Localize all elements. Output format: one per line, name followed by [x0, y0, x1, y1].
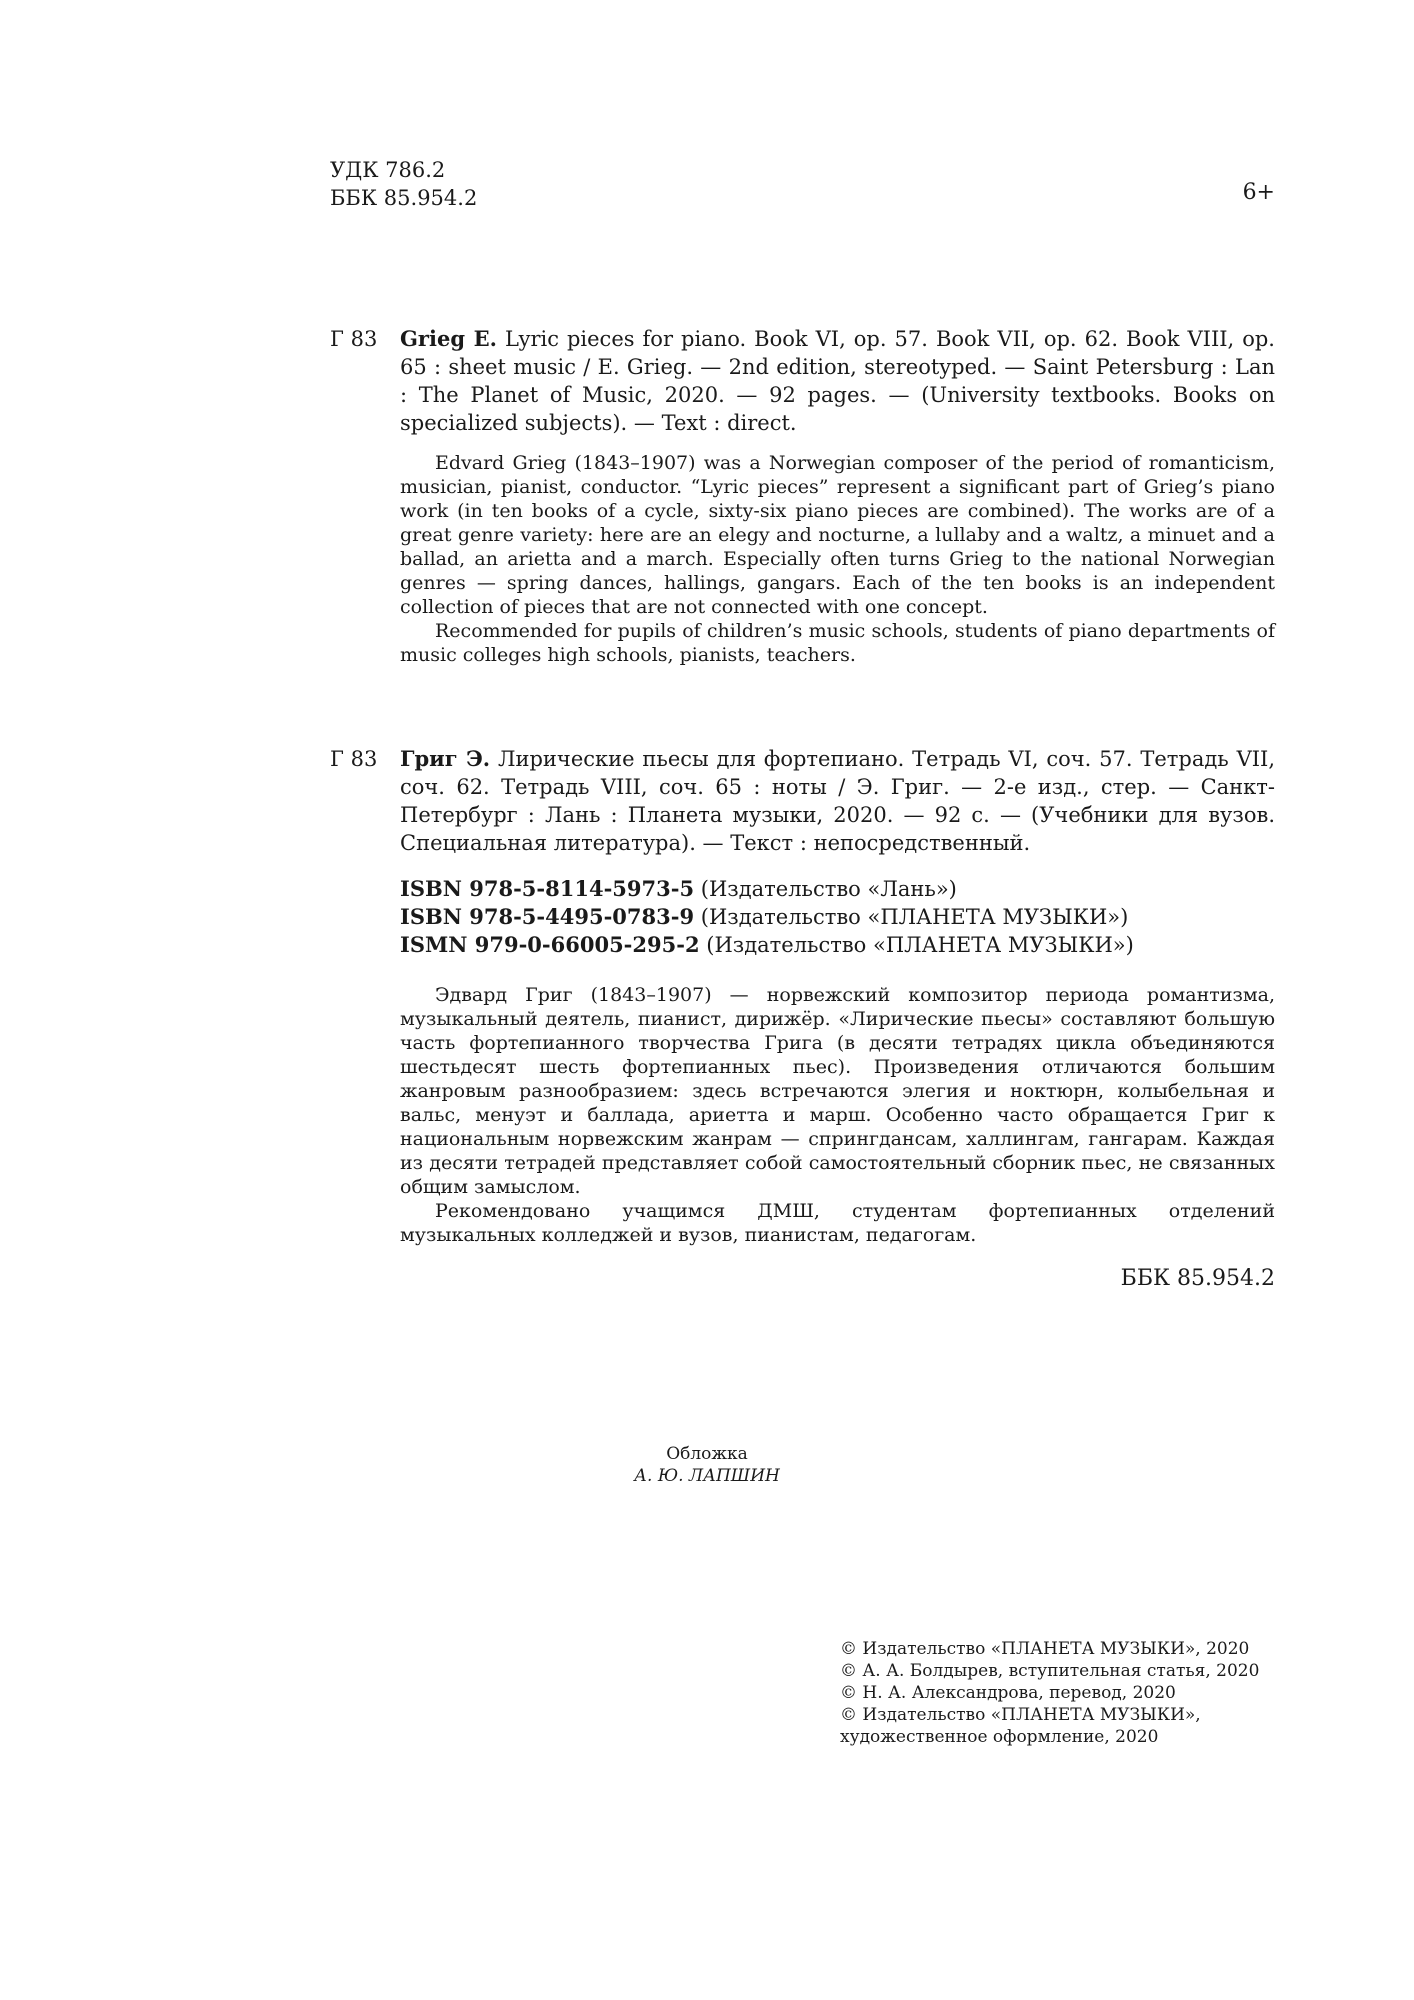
isbn-publisher: (Издательство «ПЛАНЕТА МУЗЫКИ») [700, 905, 1129, 929]
entry-text: Лирические пьесы для фортепиано. Тетрадь VI, соч. 57. Тетрадь VII, соч. 62. Тетрадь VIII, соч. 65 : ноты / Э. Григ. — 2-е изд., стер. — Санкт-Петербург : Лань : Планета музыки, 2020. — 92 с. — (Учебники для вузов. Специальная литература). — Текст : непосредственный. [400, 747, 1276, 855]
cover-label: Обложка [666, 1444, 748, 1464]
entry-text: Lyric pieces for piano. Book VI, op. 57. Book VII, op. 62. Book VIII, op. 65 : sheet music / E. Grieg. — 2nd edition, stereotyped. — Saint Petersburg : Lan : The Planet of Music, 2020. — 92 pages. — (University textbooks. Books on specialized subjects). — Text : direct. [400, 327, 1275, 435]
entry-author: Grieg E. [400, 326, 497, 351]
isbn-number: ISBN 978-5-8114-5973-5 [400, 876, 695, 901]
bibliographic-entry-ru [330, 745, 1275, 857]
author-mark: Г 83 [330, 327, 378, 351]
bbk-code-bottom: ББК 85.954.2 [1120, 1266, 1275, 1291]
cover-designer: А. Ю. ЛАПШИН [634, 1466, 780, 1486]
ismn-line [400, 931, 1134, 959]
entry-author: Григ Э. [400, 746, 491, 771]
bbk-code: ББК 85.954.2 [330, 186, 478, 210]
copyright-line: © Н. А. Александрова, перевод, 2020 [840, 1683, 1176, 1703]
copyright-line: © Издательство «ПЛАНЕТА МУЗЫКИ», художественное оформление, 2020 [840, 1705, 1201, 1747]
abstract-en [400, 451, 1275, 667]
abstract-ru [400, 983, 1275, 1247]
abstract-paragraph: Эдвард Григ (1843–1907) — норвежский композитор периода романтизма, музыкальный деятель, пианист, дирижёр. «Лирические пьесы» составляют большую часть фортепианного творчества Грига (в десяти тетрадях цикла объединяются шестьдесят шесть фортепианных пьес). Произведения отличаются большим жанровым разнообразием: здесь встречаются элегия и ноктюрн, колыбельная и вальс, менуэт и баллада, ариетта и марш. Особенно часто обращается Григ к национальным норвежским жанрам — спрингдансам, халлингам, гангарам. Каждая из десяти тетрадей представляет собой самостоятельный сборник пьес, не связанных общим замыслом. [400, 984, 1275, 1198]
copyright-block [840, 1638, 1280, 1748]
age-rating: 6+ [1242, 180, 1275, 205]
isbn-publisher: (Издательство «Лань») [700, 877, 957, 901]
cover-credit [0, 1443, 1414, 1487]
isbn-number: ISBN 978-5-4495-0783-9 [400, 904, 695, 929]
abstract-paragraph: Edvard Grieg (1843–1907) was a Norwegian composer of the period of romanticism, musician, pianist, conductor. “Lyric pieces” represent a significant part of Grieg’s piano work (in ten books of a cycle, sixty-six piano pieces are combined). The works are of a great genre variety: here are an elegy and nocturne, a lullaby and a waltz, a minuet and a ballad, an arietta and a march. Especially often turns Grieg to the national Norwegian genres — spring dances, hallings, gangars. Each of the ten books is an independent collection of pieces that are not connected with one concept. [400, 452, 1275, 618]
classification-codes [330, 156, 477, 212]
udk-code: УДК 786.2 [330, 158, 446, 182]
copyright-line: © А. А. Болдырев, вступительная статья, 2020 [840, 1661, 1260, 1681]
copyright-line: © Издательство «ПЛАНЕТА МУЗЫКИ», 2020 [840, 1639, 1250, 1659]
isbn-line [400, 875, 1134, 903]
bibliographic-entry-en [330, 325, 1275, 437]
ismn-number: ISMN 979-0-66005-295-2 [400, 932, 700, 957]
author-mark: Г 83 [330, 747, 378, 771]
abstract-paragraph: Recommended for pupils of children’s music schools, students of piano departments of music colleges high schools, pianists, teachers. [400, 620, 1275, 666]
abstract-paragraph: Рекомендовано учащимся ДМШ, студентам фортепианных отделений музыкальных колледжей и вузов, пианистам, педагогам. [400, 1200, 1275, 1246]
isbn-publisher: (Издательство «ПЛАНЕТА МУЗЫКИ») [706, 933, 1134, 957]
isbn-block [400, 875, 1134, 959]
isbn-line [400, 903, 1134, 931]
